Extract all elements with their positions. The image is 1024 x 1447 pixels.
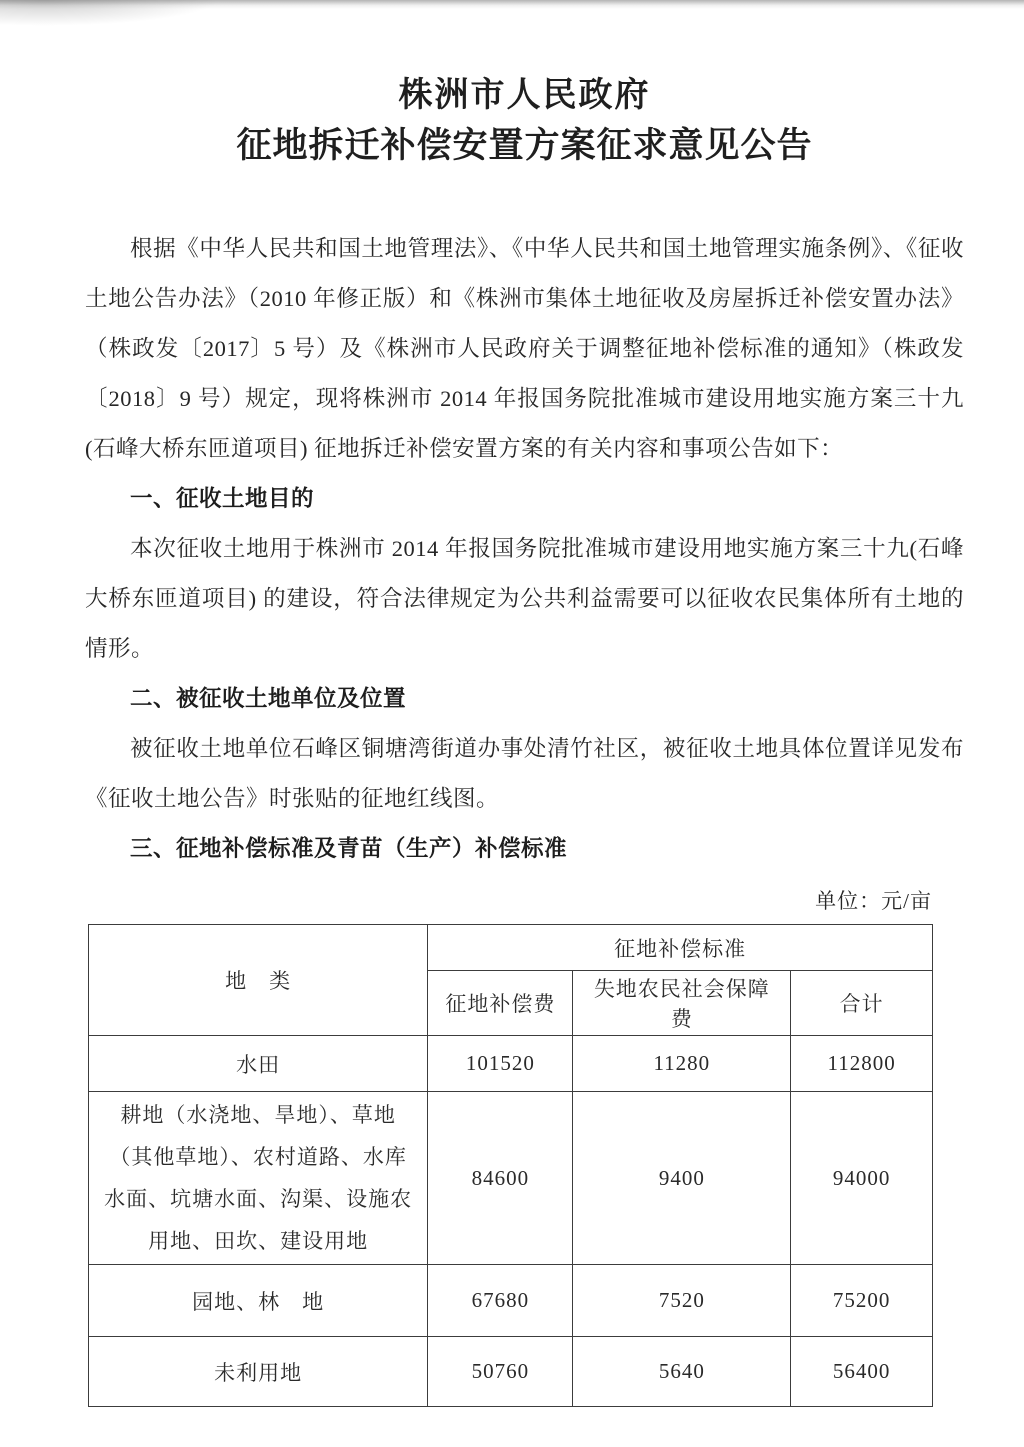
document-title-subject: 征地拆迁补偿安置方案征求意见公告 bbox=[236, 126, 813, 165]
cell-total: 56400 bbox=[791, 1337, 933, 1407]
section-2-heading: 二、被征收土地单位及位置 bbox=[130, 686, 407, 711]
section-2-body: 被征收土地单位石峰区铜塘湾街道办事处清竹社区，被征收土地具体位置详见发布《征收土地公告》时张贴的征地红线图。 bbox=[85, 736, 964, 811]
compensation-table bbox=[88, 924, 933, 1407]
table-header-group-row bbox=[89, 925, 933, 971]
cell-category: 水田 bbox=[89, 1036, 428, 1092]
document-title-issuer: 株洲市人民政府 bbox=[398, 77, 651, 114]
cell-social-security: 11280 bbox=[573, 1036, 791, 1092]
document-body bbox=[85, 224, 964, 1407]
cell-compensation: 67680 bbox=[428, 1265, 573, 1337]
cell-compensation: 101520 bbox=[428, 1036, 573, 1092]
header-compensation-standard-group: 征地补偿标准 bbox=[428, 925, 933, 971]
cell-social-security: 5640 bbox=[573, 1337, 791, 1407]
table-row bbox=[89, 1036, 933, 1092]
table-unit-label: 单位：元/亩 bbox=[815, 889, 932, 913]
header-land-type: 地 类 bbox=[89, 925, 428, 1036]
cell-total: 75200 bbox=[791, 1265, 933, 1337]
table-row bbox=[89, 1337, 933, 1407]
header-total: 合计 bbox=[791, 971, 933, 1036]
cell-category: 未利用地 bbox=[89, 1337, 428, 1407]
table-row bbox=[89, 1092, 933, 1265]
cell-compensation: 84600 bbox=[428, 1092, 573, 1265]
cell-category: 园地、林 地 bbox=[89, 1265, 428, 1337]
cell-category: 耕地（水浇地、旱地）、草地（其他草地）、农村道路、水库水面、坑塘水面、沟渠、设施农用地、田坎、建设用地 bbox=[89, 1092, 428, 1265]
intro-paragraph: 根据《中华人民共和国土地管理法》、《中华人民共和国土地管理实施条例》、《征收土地公告办法》（2010 年修正版）和《株洲市集体土地征收及房屋拆迁补偿安置办法》（株政发〔2017〕5 号）及《株洲市人民政府关于调整征地补偿标准的通知》（株政发〔2018〕9 号）规定，现将株洲市 2014 年报国务院批准城市建设用地实施方案三十九(石峰大桥东匝道项目) 征地拆迁补偿安置方案的有关内容和事项公告如下： bbox=[85, 236, 964, 461]
table-row bbox=[89, 1265, 933, 1337]
section-1-heading: 一、征收土地目的 bbox=[130, 486, 315, 511]
header-social-security-fee: 失地农民社会保障费 bbox=[573, 971, 791, 1036]
cell-social-security: 7520 bbox=[573, 1265, 791, 1337]
section-1-body: 本次征收土地用于株洲市 2014 年报国务院批准城市建设用地实施方案三十九(石峰大桥东匝道项目) 的建设，符合法律规定为公共利益需要可以征收农民集体所有土地的情形。 bbox=[85, 536, 964, 661]
header-compensation-fee: 征地补偿费 bbox=[428, 971, 573, 1036]
cell-total: 94000 bbox=[791, 1092, 933, 1265]
section-3-heading: 三、征地补偿标准及青苗（生产）补偿标准 bbox=[130, 836, 568, 861]
cell-total: 112800 bbox=[791, 1036, 933, 1092]
cell-compensation: 50760 bbox=[428, 1337, 573, 1407]
cell-social-security: 9400 bbox=[573, 1092, 791, 1265]
